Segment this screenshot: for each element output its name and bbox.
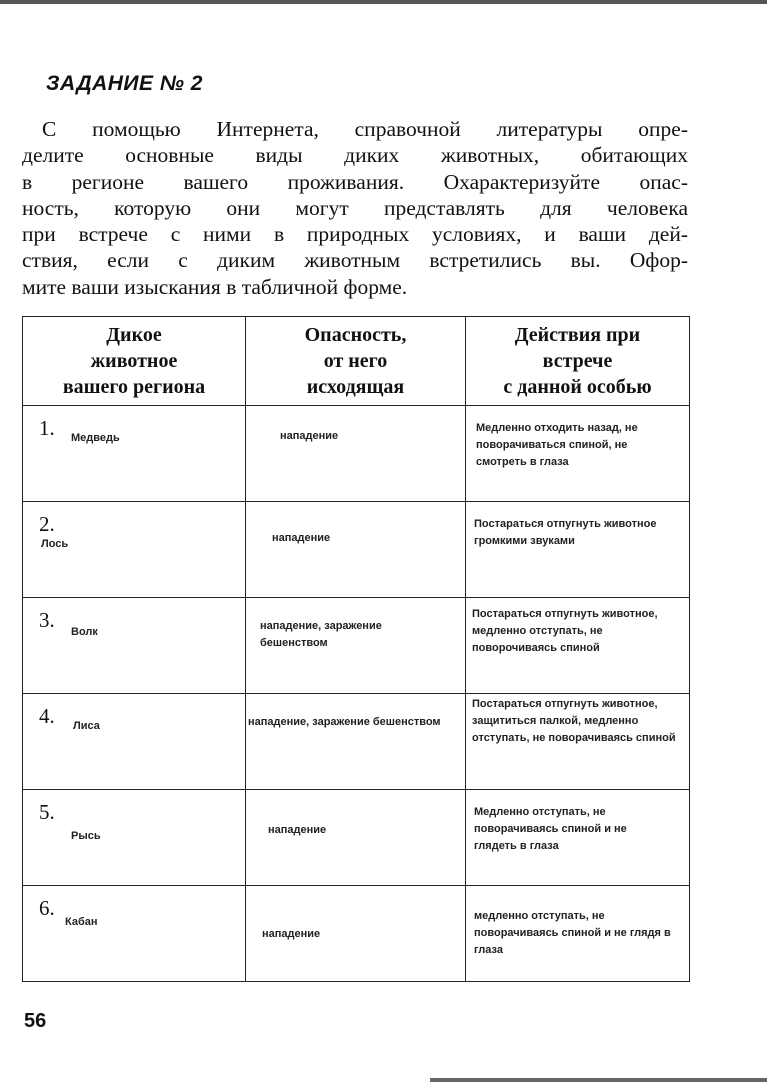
paragraph-line: мите ваши изыскания в табличной форме. [22, 274, 408, 299]
header-line: Дикое [106, 324, 162, 346]
paragraph-line: делите основные виды диких животных, обитающих [22, 143, 688, 168]
danger-cell [246, 886, 466, 982]
action-cell [466, 790, 690, 886]
scan-edge-bottom [430, 1078, 767, 1082]
danger-text: нападение, заражение бешенством [248, 716, 441, 728]
action-text: Постараться отпугнуть животное, защититься палкой, медленно отступать, не поворачиваясь спиной [472, 698, 676, 744]
paragraph-line: С помощью Интернета, справочной литературы опре- [42, 117, 688, 141]
danger-text: нападение [268, 824, 327, 836]
action-text: Медленно отступать, не поворачиваясь спиной и не глядеть в глаза [474, 806, 627, 852]
animal-cell [23, 790, 246, 886]
action-text: Постараться отпугнуть животное, медленно отступать, не поворочиваясь спиной [472, 608, 658, 654]
action-cell [466, 502, 690, 598]
paragraph-line: ность, которую они могут представлять для человека [22, 195, 688, 220]
danger-cell [246, 502, 466, 598]
danger-text: нападение [280, 430, 339, 442]
action-cell [466, 406, 690, 502]
header-actions [466, 317, 690, 406]
animal-name: Лось [41, 538, 69, 550]
row-number: 2. [39, 512, 55, 536]
header-line: животное [90, 350, 178, 372]
row-number: 5. [39, 800, 55, 824]
table-row [23, 502, 690, 598]
header-line: вашего региона [62, 376, 206, 398]
animal-cell [23, 598, 246, 694]
row-number: 1. [39, 416, 55, 440]
danger-text: нападение [272, 532, 331, 544]
animal-name: Медведь [71, 432, 120, 444]
animal-cell [23, 886, 246, 982]
row-number: 3. [39, 608, 55, 632]
animal-name: Кабан [65, 916, 98, 928]
danger-cell [246, 598, 466, 694]
danger-cell [246, 694, 466, 790]
danger-text: нападение, заражение бешенством [260, 620, 382, 649]
animal-name: Лиса [73, 720, 100, 732]
animals-table [22, 316, 690, 982]
danger-cell [246, 790, 466, 886]
animal-cell [23, 694, 246, 790]
header-line: с данной особью [503, 376, 652, 398]
table-header-row [23, 317, 690, 406]
header-line: от него [323, 350, 388, 372]
header-line: Опасность, [304, 324, 407, 346]
table-row [23, 886, 690, 982]
task-title: ЗАДАНИЕ № 2 [46, 72, 203, 95]
page-number: 56 [24, 1010, 47, 1032]
animal-cell [23, 502, 246, 598]
action-text: Медленно отходить назад, не поворачиваться спиной, не смотреть в глаза [476, 422, 638, 468]
animal-cell [23, 406, 246, 502]
header-animal [23, 317, 246, 406]
row-number: 6. [39, 896, 55, 920]
paragraph-line: ствия, если с диким животным встретились вы. Офор- [22, 248, 688, 273]
row-number: 4. [39, 704, 55, 728]
animal-name: Волк [71, 626, 98, 638]
danger-cell [246, 406, 466, 502]
action-text: медленно отступать, не поворачиваясь спиной и не глядя в глаза [474, 910, 671, 956]
action-cell [466, 886, 690, 982]
action-text: Постараться отпугнуть животное громкими звуками [474, 518, 657, 547]
action-cell [466, 598, 690, 694]
header-line: Действия при [514, 324, 641, 346]
header-line: встрече [542, 350, 613, 372]
table-row [23, 406, 690, 502]
action-cell [466, 694, 690, 790]
scan-edge-top [0, 0, 767, 4]
header-danger [246, 317, 466, 406]
header-line: исходящая [306, 376, 405, 398]
task-description [22, 116, 688, 300]
table-row [23, 598, 690, 694]
paragraph-line: при встрече с ними в природных условиях, и ваши дей- [22, 222, 688, 247]
paragraph-line: в регионе вашего проживания. Охарактеризуйте опас- [22, 169, 688, 194]
table-row [23, 790, 690, 886]
table-row [23, 694, 690, 790]
danger-text: нападение [262, 928, 321, 940]
animal-name: Рысь [71, 830, 101, 842]
